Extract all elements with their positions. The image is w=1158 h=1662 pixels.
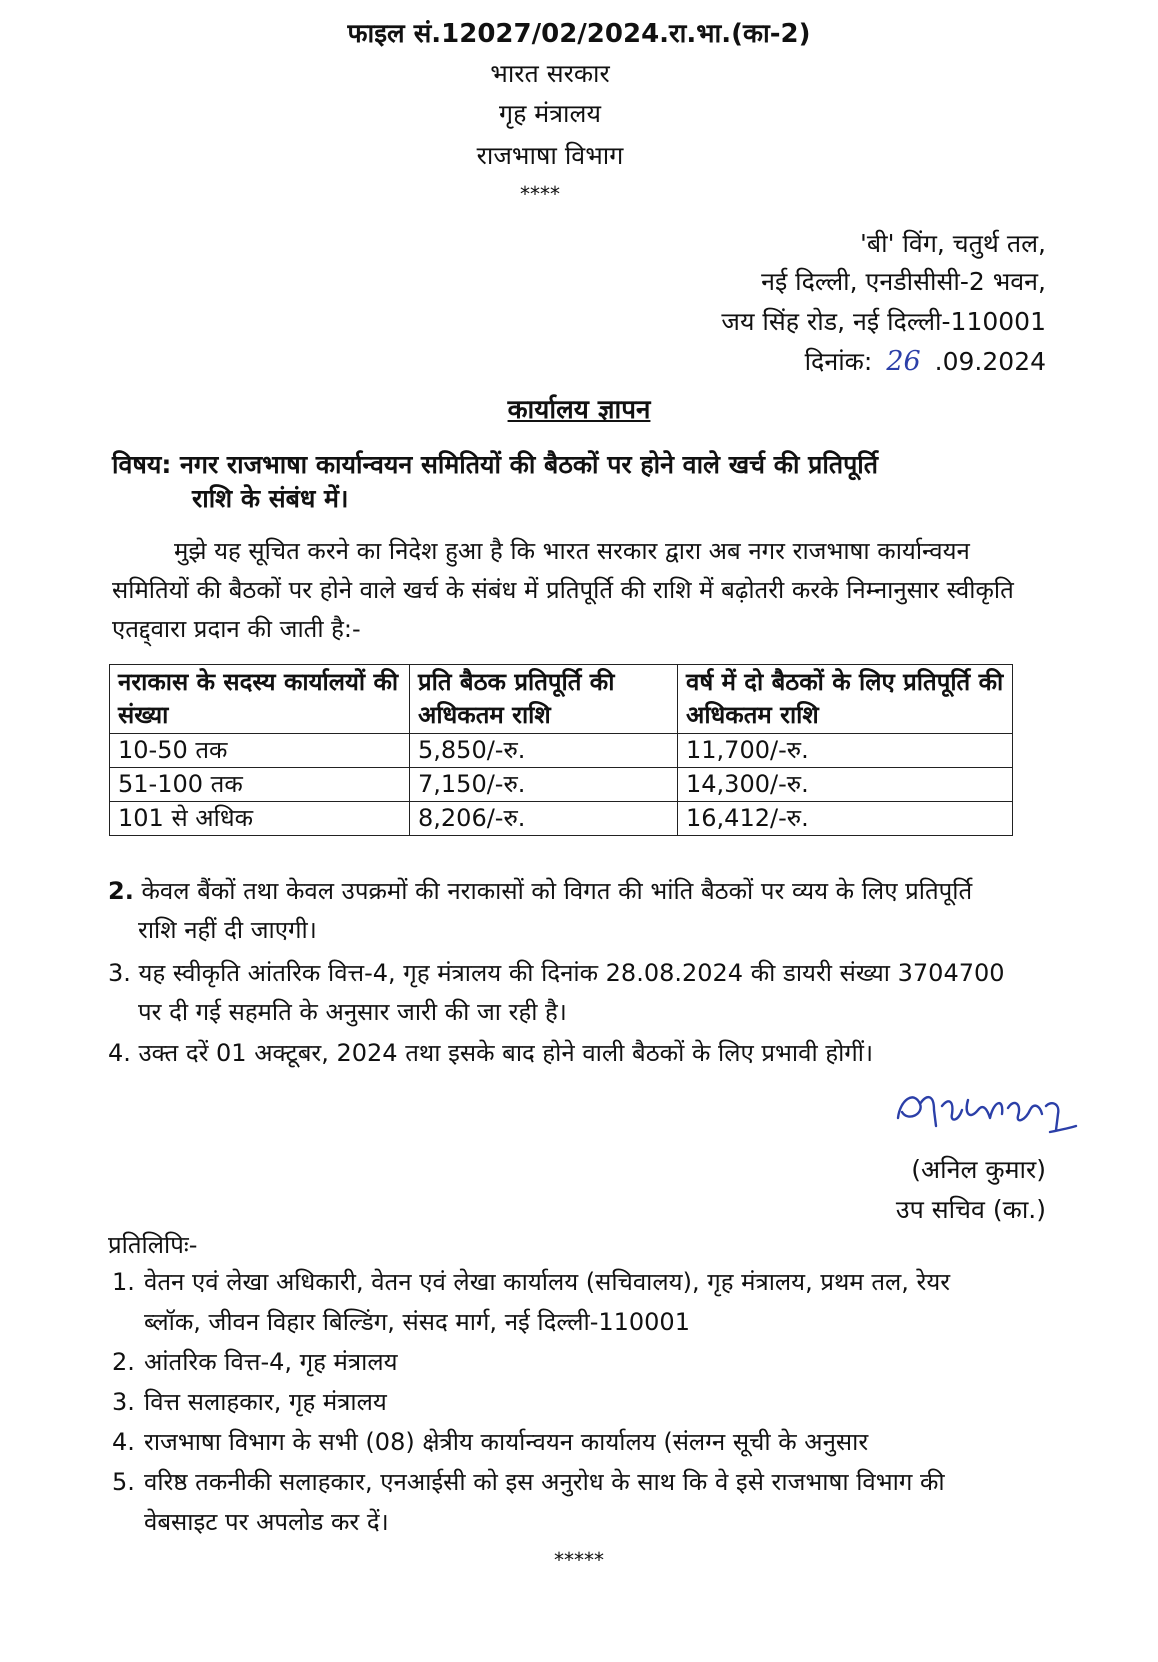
memo-title: कार्यालय ज्ञापन bbox=[507, 395, 651, 425]
copy-to-item bbox=[112, 1342, 1032, 1382]
copy-to-item bbox=[112, 1382, 1032, 1422]
copy-to-item-number: 1. bbox=[112, 1268, 135, 1296]
point-3 bbox=[108, 954, 1028, 1032]
date-month-year: .09.2024 bbox=[934, 347, 1046, 376]
intro-paragraph bbox=[112, 532, 1032, 649]
address-line-2: नई दिल्ली, एनडीसीसी-2 भवन, bbox=[761, 267, 1046, 296]
copy-to-item bbox=[112, 1262, 1032, 1342]
copy-to-item-line-2: ब्लॉक, जीवन विहार बिल्डिंग, संसद मार्ग, नई दिल्ली-110001 bbox=[144, 1308, 690, 1336]
table-cell: 8,206/-रु. bbox=[410, 802, 678, 836]
subject-line-2: राशि के संबंध में। bbox=[192, 484, 349, 513]
copy-to-item-line-1: वेतन एवं लेखा अधिकारी, वेतन एवं लेखा कार्यालय (सचिवालय), गृह मंत्रालय, प्रथम तल, रेयर bbox=[144, 1268, 951, 1296]
copy-to-label: प्रतिलिपिः- bbox=[108, 1231, 198, 1259]
table-row bbox=[110, 768, 1013, 802]
org-department: राजभाषा विभाग bbox=[476, 141, 624, 170]
copy-to-item-number: 2. bbox=[112, 1348, 135, 1376]
table-cell: 7,150/-रु. bbox=[410, 768, 678, 802]
signature-image bbox=[890, 1070, 1080, 1150]
copy-to-item bbox=[112, 1462, 1032, 1542]
org-ministry: गृह मंत्रालय bbox=[499, 99, 601, 128]
date-day-handwritten: 26 bbox=[886, 346, 921, 377]
header-per-meeting: प्रति बैठक प्रतिपूर्ति की अधिकतम राशि bbox=[410, 665, 678, 734]
date-label: दिनांक: bbox=[804, 347, 873, 376]
header-separator: **** bbox=[520, 182, 560, 206]
copy-to-item-line-1: आंतरिक वित्त-4, गृह मंत्रालय bbox=[144, 1348, 398, 1376]
table-cell: 16,412/-रु. bbox=[678, 802, 1013, 836]
table-cell: 14,300/-रु. bbox=[678, 768, 1013, 802]
table-row bbox=[110, 734, 1013, 768]
point-2-line-1: केवल बैंकों तथा केवल उपक्रमों की नराकासों को विगत की भांति बैठकों पर व्यय के लिए प्रतिपूर्ति bbox=[141, 877, 973, 905]
copy-to-item-number: 4. bbox=[112, 1428, 135, 1456]
table-row bbox=[110, 802, 1013, 836]
table-cell: 5,850/-रु. bbox=[410, 734, 678, 768]
copy-to-item-number: 3. bbox=[112, 1388, 135, 1416]
point-2 bbox=[108, 872, 1028, 950]
point-2-line-2: राशि नहीं दी जाएगी। bbox=[138, 916, 317, 944]
point-2-number: 2. bbox=[108, 877, 134, 905]
point-3-line-2: पर दी गई सहमति के अनुसार जारी की जा रही है। bbox=[138, 998, 567, 1026]
copy-to-item-line-1: वरिष्ठ तकनीकी सलाहकार, एनआईसी को इस अनुरोध के साथ कि वे इसे राजभाषा विभाग की bbox=[144, 1468, 945, 1496]
point-4: 4. उक्त दरें 01 अक्टूबर, 2024 तथा इसके बाद होने वाली बैठकों के लिए प्रभावी होगीं। bbox=[108, 1039, 874, 1067]
subject-line-1: विषय: नगर राजभाषा कार्यान्वयन समितियों की बैठकों पर होने वाले खर्च की प्रतिपूर्ति bbox=[112, 450, 878, 479]
copy-to-item-line-1: राजभाषा विभाग के सभी (08) क्षेत्रीय कार्यान्वयन कार्यालय (संलग्न सूची के अनुसार bbox=[144, 1428, 869, 1456]
copy-to-item-number: 5. bbox=[112, 1468, 135, 1496]
end-separator: ***** bbox=[554, 1548, 604, 1572]
header-member-offices: नराकास के सदस्य कार्यालयों की संख्या bbox=[110, 665, 410, 734]
subject bbox=[112, 448, 1032, 516]
point-3-line-1: 3. यह स्वीकृति आंतरिक वित्त-4, गृह मंत्रालय की दिनांक 28.08.2024 की डायरी संख्या 3704700 bbox=[108, 959, 1005, 987]
copy-to-item-line-2: वेबसाइट पर अपलोड कर दें। bbox=[144, 1508, 389, 1536]
copy-to-item bbox=[112, 1422, 1032, 1462]
intro-text: मुझे यह सूचित करने का निदेश हुआ है कि भारत सरकार द्वारा अब नगर राजभाषा कार्यान्वयन समितियों की बैठकों पर होने वाले खर्च के संबंध में प्रतिपूर्ति की राशि में बढ़ोतरी करके निम्नानुसार स्वीकृति एतद्द्वारा प्रदान की जाती है:- bbox=[112, 537, 1014, 643]
table-cell: 101 से अधिक bbox=[110, 802, 410, 836]
table-cell: 11,700/-रु. bbox=[678, 734, 1013, 768]
table-header-row bbox=[110, 665, 1013, 734]
signatory-designation: उप सचिव (का.) bbox=[895, 1195, 1046, 1224]
rates-table bbox=[109, 664, 1013, 836]
org-government: भारत सरकार bbox=[490, 59, 610, 88]
address-line-3: जय सिंह रोड, नई दिल्ली-110001 bbox=[721, 307, 1046, 336]
signatory-name: (अनिल कुमार) bbox=[911, 1155, 1046, 1184]
file-number: फाइल सं.12027/02/2024.रा.भा.(का-2) bbox=[347, 19, 811, 49]
table-cell: 10-50 तक bbox=[110, 734, 410, 768]
header-two-meetings: वर्ष में दो बैठकों के लिए प्रतिपूर्ति की अधिकतम राशि bbox=[678, 665, 1013, 734]
address-line-1: 'बी' विंग, चतुर्थ तल, bbox=[860, 229, 1046, 258]
table-cell: 51-100 तक bbox=[110, 768, 410, 802]
date-line bbox=[805, 344, 1046, 378]
copy-to-item-line-1: वित्त सलाहकार, गृह मंत्रालय bbox=[144, 1388, 387, 1416]
